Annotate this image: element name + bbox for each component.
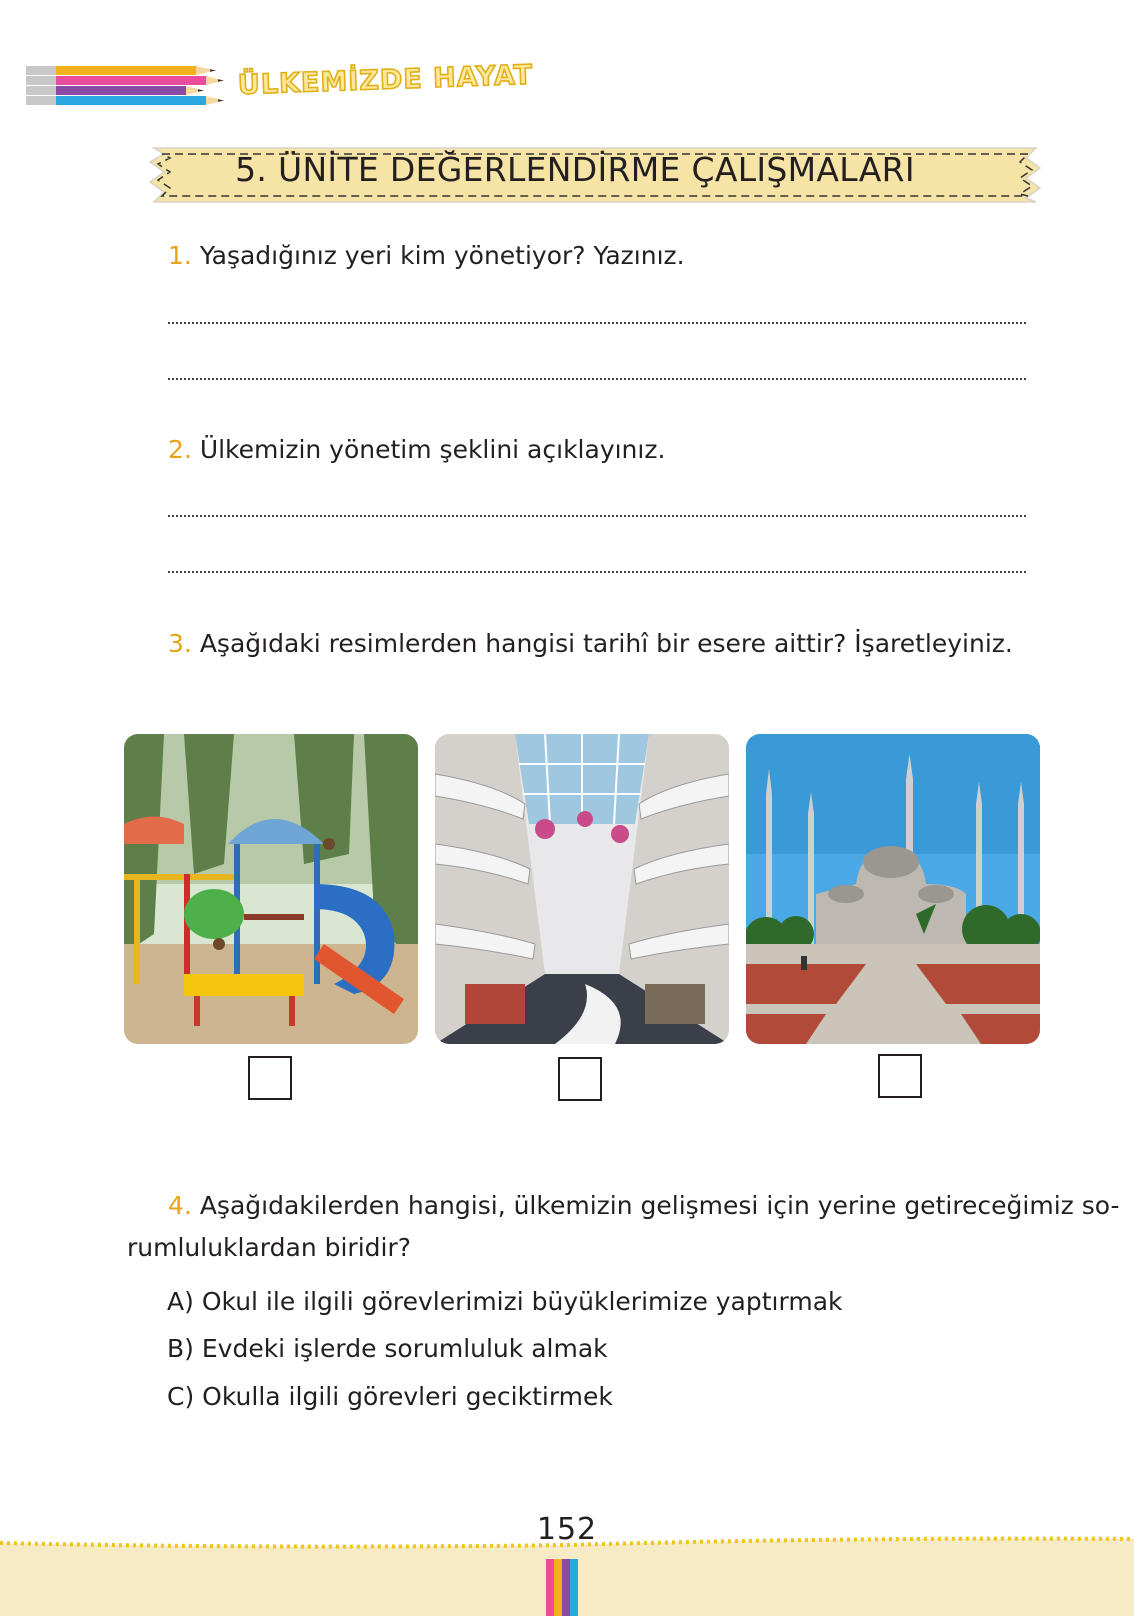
answer-line[interactable]: [168, 571, 1026, 573]
option-letter: A): [167, 1287, 194, 1316]
question-number: 2.: [168, 435, 192, 464]
question-number: 3.: [168, 629, 192, 658]
checkbox-playground[interactable]: [248, 1056, 292, 1100]
book-title: ÜLKEMİZDE HAYAT: [237, 59, 534, 101]
mall-photo: [435, 734, 729, 1044]
question-text: Yaşadığınız yeri kim yönetiyor? Yazınız.: [199, 241, 685, 270]
pencils-logo-icon: [26, 66, 226, 106]
option-b[interactable]: [167, 1333, 608, 1365]
option-text: Evdeki işlerde sorumluluk almak: [201, 1334, 608, 1363]
question-text: Aşağıdakilerden hangisi, ülkemizin gelişmesi için yerine getireceğimiz so-: [199, 1191, 1120, 1220]
question-text: Aşağıdaki resimlerden hangisi tarihî bir esere aittir? İşaretleyiniz.: [199, 629, 1013, 658]
playground-photo: [124, 734, 418, 1044]
option-text: Okul ile ilgili görevlerimizi büyüklerimize yaptırmak: [201, 1287, 843, 1316]
question-4-line1: [168, 1190, 1120, 1222]
question-number: 1.: [168, 241, 192, 270]
question-2: [168, 434, 665, 466]
unit-title: 5. ÜNİTE DEĞERLENDİRME ÇALIŞMALARI: [235, 150, 915, 189]
answer-line[interactable]: [168, 378, 1026, 380]
option-a[interactable]: [167, 1286, 843, 1318]
question-number: 4.: [168, 1191, 192, 1220]
checkbox-mall[interactable]: [558, 1057, 602, 1101]
option-c[interactable]: [167, 1381, 613, 1413]
option-text: Okulla ilgili görevleri geciktirmek: [202, 1382, 613, 1411]
option-letter: B): [167, 1334, 194, 1363]
option-letter: C): [167, 1382, 195, 1411]
question-text: Ülkemizin yönetim şeklini açıklayınız.: [199, 435, 666, 464]
page-number: 152: [536, 1512, 598, 1547]
answer-line[interactable]: [168, 515, 1026, 517]
question-1: [168, 240, 685, 272]
question-3: [168, 628, 1013, 660]
mosque-photo: [746, 734, 1040, 1044]
question-4-line2: rumluluklardan biridir?: [127, 1233, 412, 1262]
answer-line[interactable]: [168, 322, 1026, 324]
checkbox-mosque[interactable]: [878, 1054, 922, 1098]
